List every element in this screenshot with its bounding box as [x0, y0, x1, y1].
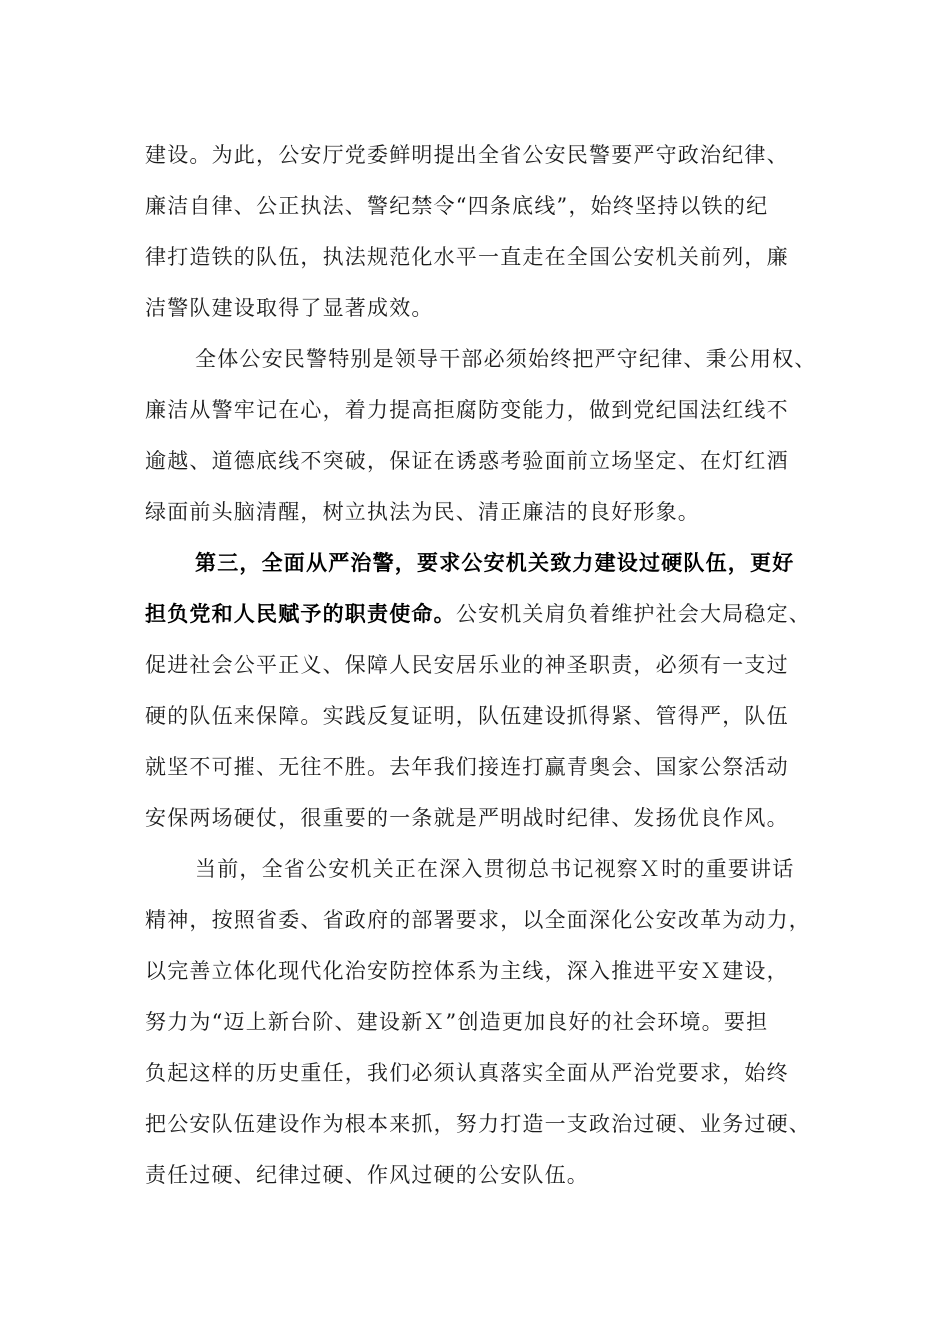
- text-line: 精神，按照省委、省政府的部署要求，以全面深化公安改革为动力，: [145, 908, 811, 932]
- text-line: 逾越、道德底线不突破，保证在诱惑考验面前立场坚定、在灯红酒: [145, 449, 789, 473]
- text-line: 洁警队建设取得了显著成效。: [145, 296, 434, 320]
- paragraph-4: [145, 844, 825, 1201]
- text-line: 把公安队伍建设作为根本来抓，努力打造一支政治过硬、业务过硬、: [145, 1112, 811, 1136]
- text-line: 责任过硬、纪律过硬、作风过硬的公安队伍。: [145, 1163, 589, 1187]
- text-line: 廉洁从警牢记在心，着力提高拒腐防变能力，做到党纪国法红线不: [145, 398, 789, 422]
- text-run: 公安机关肩负着维护社会大局稳定、: [455, 602, 812, 626]
- text-line: 努力为“迈上新台阶、建设新Ｘ”创造更加良好的社会环境。要担: [145, 1010, 769, 1034]
- text-line: 当前，全省公安机关正在深入贯彻总书记视察Ｘ时的重要讲话: [195, 857, 795, 881]
- text-line: [145, 589, 825, 640]
- text-line: 安保两场硬仗，很重要的一条就是严明战时纪律、发扬优良作风。: [145, 806, 789, 830]
- bold-heading-line: 第三，全面从严治警，要求公安机关致力建设过硬队伍，更好: [195, 551, 795, 575]
- document-body: [145, 130, 825, 1201]
- text-line: 硬的队伍来保障。实践反复证明，队伍建设抓得紧、管得严，队伍: [145, 704, 789, 728]
- text-line: 廉洁自律、公正执法、警纪禁令“四条底线”，始终坚持以铁的纪: [145, 194, 769, 218]
- text-line: 就坚不可摧、无往不胜。去年我们接连打赢青奥会、国家公祭活动: [145, 755, 789, 779]
- bold-heading-text: 担负党和人民赋予的职责使命。: [145, 602, 456, 626]
- text-line: 负起这样的历史重任，我们必须认真落实全面从严治党要求，始终: [145, 1061, 789, 1085]
- text-line: 全体公安民警特别是领导干部必须始终把严守纪律、秉公用权、: [195, 347, 817, 371]
- text-line: 律打造铁的队伍，执法规范化水平一直走在全国公安机关前列，廉: [145, 245, 789, 269]
- paragraph-3: [145, 538, 825, 844]
- text-line: 促进社会公平正义、保障人民安居乐业的神圣职责，必须有一支过: [145, 653, 789, 677]
- paragraph-2: [145, 334, 825, 538]
- text-line: 建设。为此，公安厅党委鲜明提出全省公安民警要严守政治纪律、: [145, 143, 789, 167]
- paragraph-1: [145, 130, 825, 334]
- text-line: 绿面前头脑清醒，树立执法为民、清正廉洁的良好形象。: [145, 500, 700, 524]
- text-line: 以完善立体化现代化治安防控体系为主线，深入推进平安Ｘ建设，: [145, 959, 789, 983]
